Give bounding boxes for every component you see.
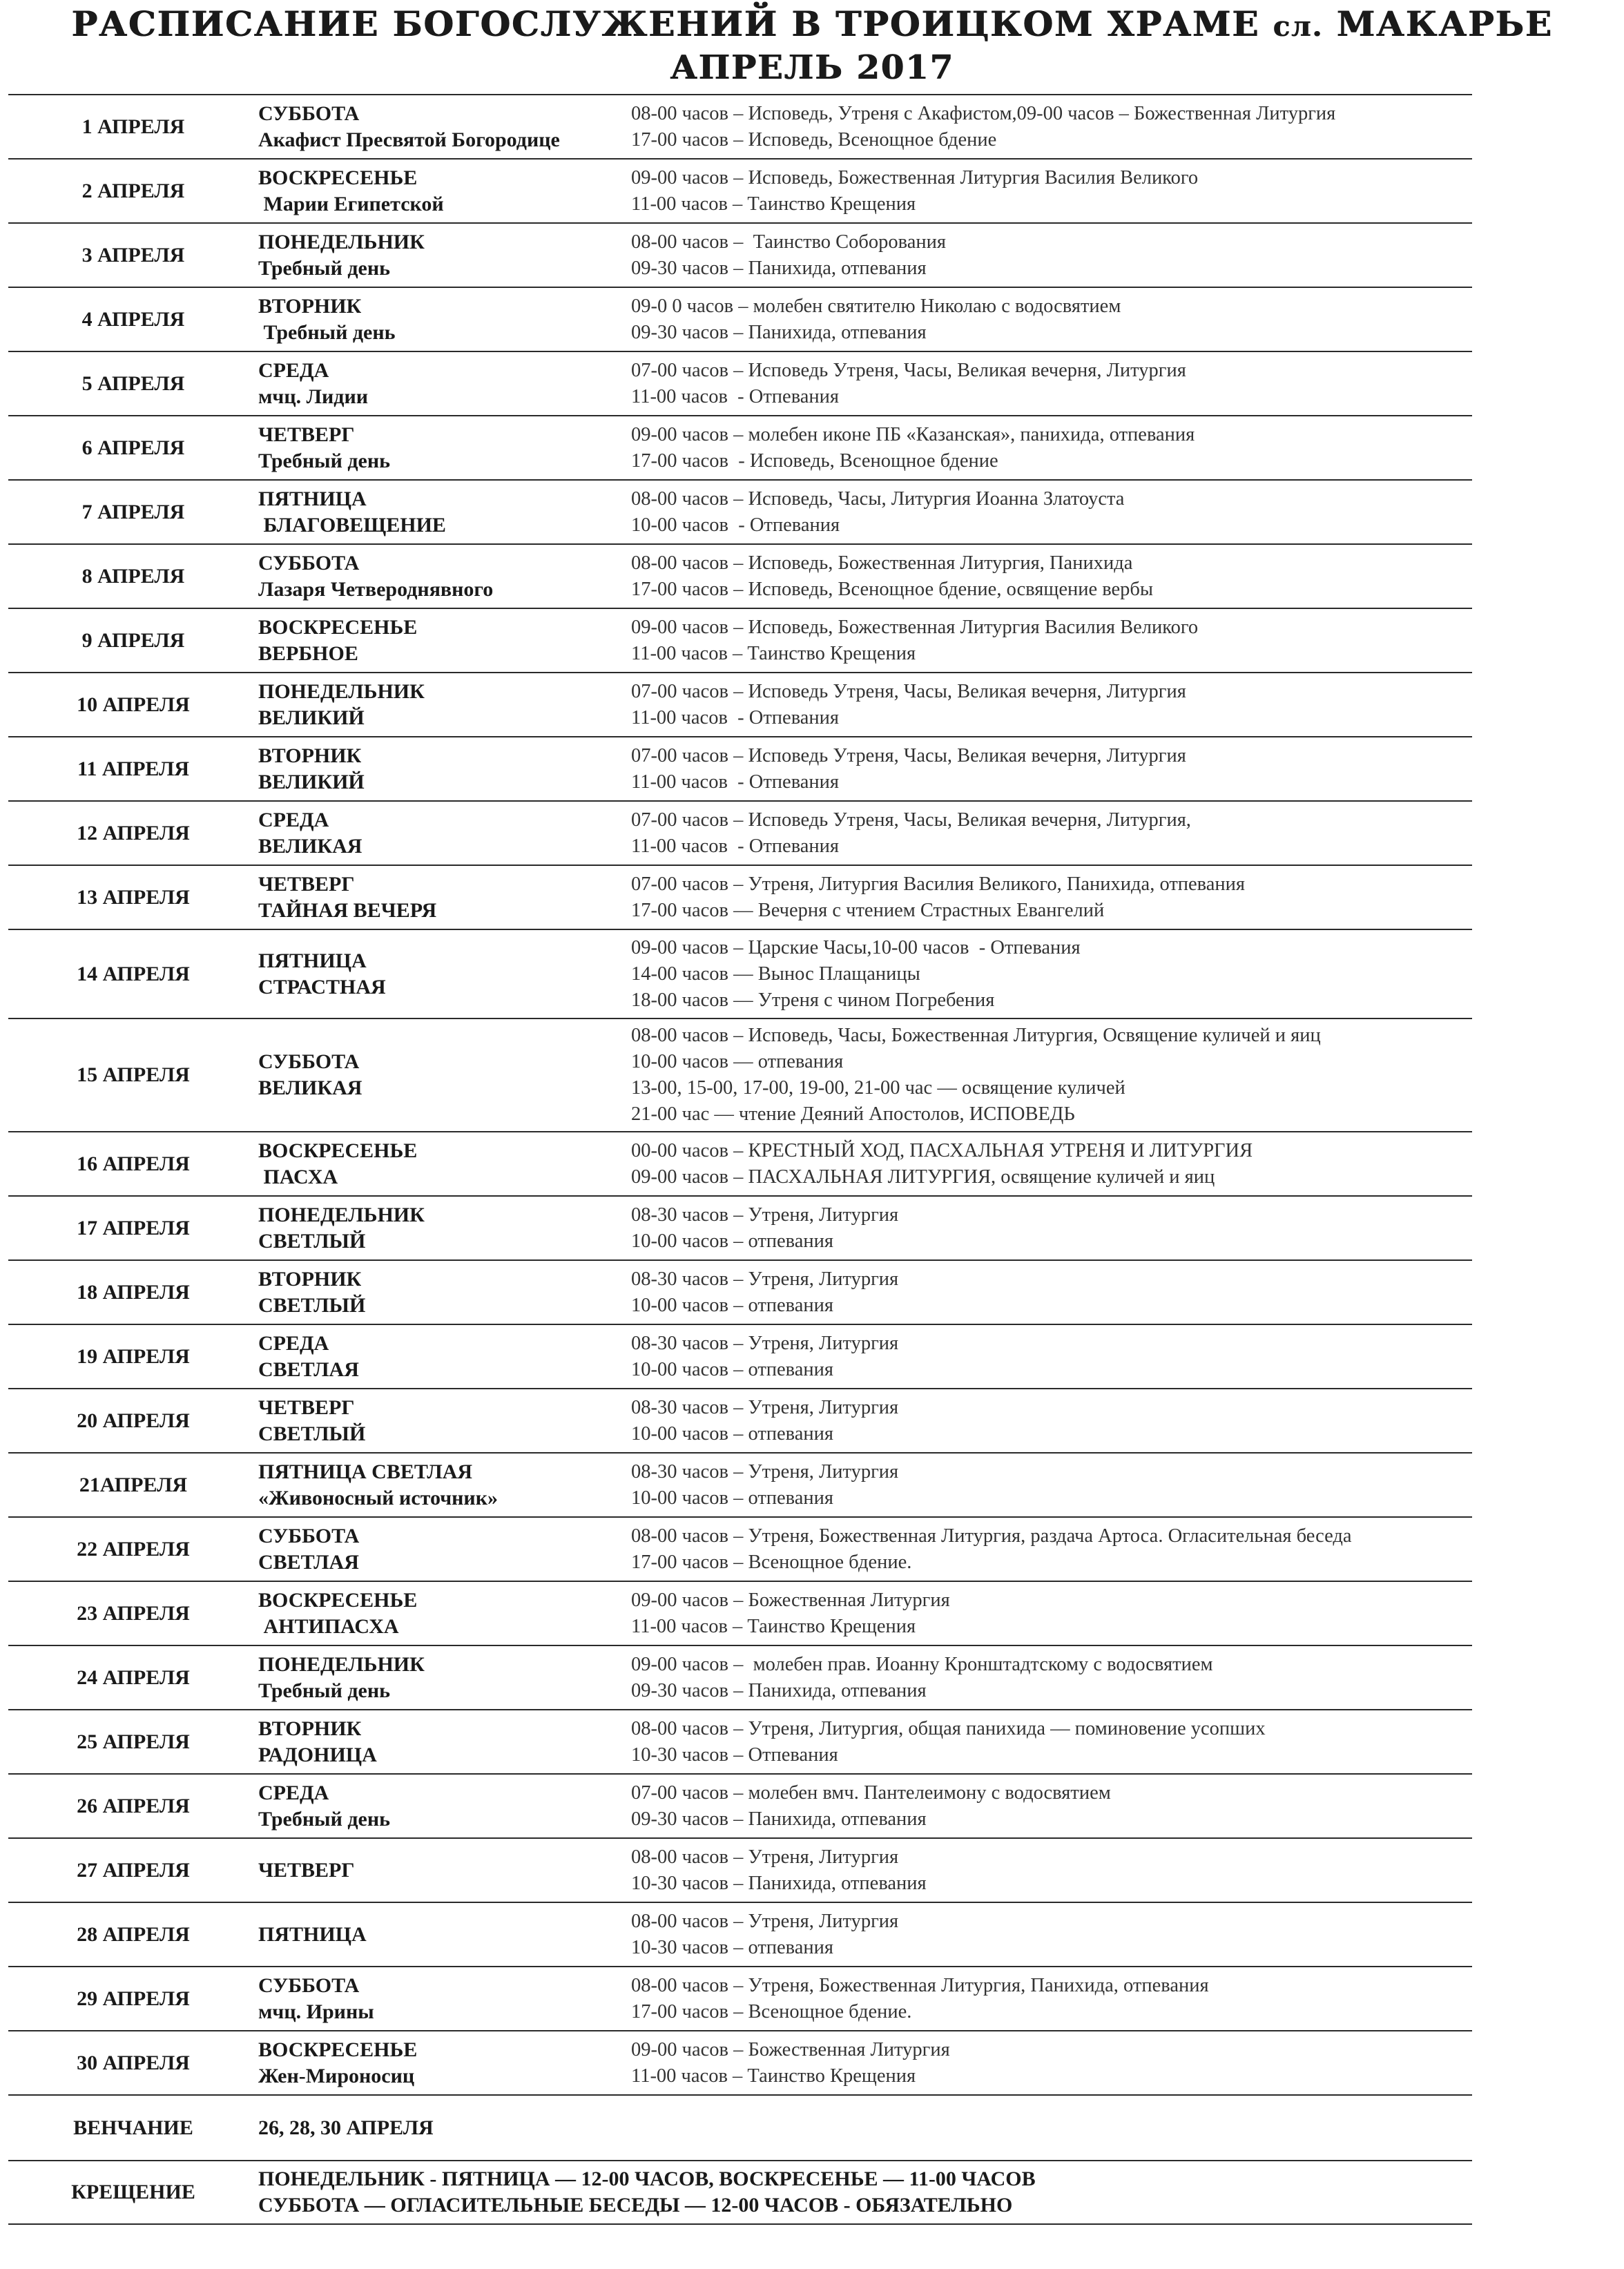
row-services bbox=[631, 550, 1472, 603]
service-line: 07-00 часов – Исповедь Утреня, Часы, Великая вечерня, Литургия bbox=[631, 744, 1186, 766]
schedule-row bbox=[8, 1324, 1472, 1388]
service-line: 17-00 часов - Исповедь, Всенощное бдение bbox=[631, 450, 998, 472]
service-line: 21-00 час — чтение Деяний Апостолов, ИСПОВЕДЬ bbox=[631, 1103, 1075, 1125]
weekday-label: ЧЕТВЕРГ bbox=[258, 1396, 355, 1419]
schedule-row bbox=[8, 1195, 1472, 1259]
schedule-row bbox=[8, 351, 1472, 415]
row-day bbox=[258, 358, 631, 410]
feast-label: Требный день bbox=[258, 320, 396, 344]
row-date: 5 АПРЕЛЯ bbox=[81, 371, 185, 395]
schedule-row bbox=[8, 672, 1472, 736]
row-day bbox=[258, 486, 631, 539]
row-day bbox=[258, 948, 631, 1001]
feast-label: СВЕТЛЫЙ bbox=[258, 1229, 366, 1253]
row-date: 13 АПРЕЛЯ bbox=[77, 885, 190, 909]
page-header bbox=[0, 0, 1624, 90]
row-day bbox=[258, 1523, 631, 1576]
row-date: 17 АПРЕЛЯ bbox=[77, 1216, 190, 1239]
row-date: 30 АПРЕЛЯ bbox=[77, 2051, 190, 2074]
feast-label: СВЕТЛАЯ bbox=[258, 1358, 359, 1381]
row-day bbox=[258, 1459, 631, 1512]
weekday-label: ВОСКРЕСЕНЬЕ bbox=[258, 615, 418, 639]
feast-label: ВЕЛИКИЙ bbox=[258, 770, 365, 793]
service-line: 10-00 часов – отпевания bbox=[631, 1487, 834, 1509]
feast-label: Лазаря Четвероднявного bbox=[258, 577, 494, 601]
schedule-row bbox=[8, 1259, 1472, 1324]
service-line: 07-00 часов – Исповедь Утреня, Часы, Великая вечерня, Литургия bbox=[631, 680, 1186, 702]
row-services bbox=[631, 229, 1472, 282]
service-line: 17-00 часов — Вечерня с чтением Страстных Евангелий bbox=[631, 899, 1105, 921]
schedule-row bbox=[8, 1581, 1472, 1645]
row-day bbox=[258, 1973, 631, 2025]
service-line: 07-00 часов – Исповедь Утреня, Часы, Великая вечерня, Литургия bbox=[631, 359, 1186, 381]
row-day bbox=[258, 1652, 631, 1704]
page-title bbox=[0, 3, 1624, 48]
weekday-label: ПЯТНИЦА СВЕТЛАЯ bbox=[258, 1460, 473, 1483]
weekday-label: СУББОТА bbox=[258, 551, 360, 575]
feast-label: мчц. Лидии bbox=[258, 385, 369, 408]
schedule-row bbox=[8, 1018, 1472, 1131]
row-date: 6 АПРЕЛЯ bbox=[81, 436, 185, 459]
service-line: 07-00 часов – Утреня, Литургия Василия Великого, Панихида, отпевания bbox=[631, 873, 1246, 895]
service-line: 10-00 часов – отпевания bbox=[631, 1230, 834, 1252]
weekday-label: ВТОРНИК bbox=[258, 294, 362, 318]
service-line: 09-0 0 часов – молебен святителю Николаю с водосвятием bbox=[631, 295, 1121, 317]
row-day bbox=[258, 1202, 631, 1255]
service-line: 08-30 часов – Утреня, Литургия bbox=[631, 1204, 899, 1226]
weekday-label: ПЯТНИЦА bbox=[258, 487, 367, 510]
weekday-label: ЧЕТВЕРГ bbox=[258, 872, 355, 896]
row-day bbox=[258, 1857, 631, 1884]
service-line: 17-00 часов – Всенощное бдение. bbox=[631, 2000, 912, 2022]
row-date: 7 АПРЕЛЯ bbox=[81, 500, 185, 523]
row-services bbox=[631, 1138, 1472, 1190]
footer-line: 26, 28, 30 АПРЕЛЯ bbox=[258, 2116, 434, 2139]
footer-row bbox=[8, 2094, 1472, 2160]
schedule-row bbox=[8, 1516, 1472, 1581]
feast-label: БЛАГОВЕЩЕНИЕ bbox=[258, 513, 446, 537]
weekday-label: ПОНЕДЕЛЬНИК bbox=[258, 1203, 425, 1226]
feast-label: АНТИПАСХА bbox=[258, 1614, 399, 1638]
row-day bbox=[258, 550, 631, 603]
feast-label: ТАЙНАЯ ВЕЧЕРЯ bbox=[258, 898, 437, 922]
row-date: 20 АПРЕЛЯ bbox=[77, 1409, 190, 1432]
weekday-label: СУББОТА bbox=[258, 1524, 360, 1547]
feast-label: Акафист Пресвятой Богородице bbox=[258, 128, 560, 151]
footer-text bbox=[258, 2115, 1472, 2141]
row-date: 16 АПРЕЛЯ bbox=[77, 1152, 190, 1175]
schedule-row bbox=[8, 1773, 1472, 1837]
row-services bbox=[631, 1202, 1472, 1255]
row-day bbox=[258, 1395, 631, 1447]
footer-text bbox=[258, 2166, 1472, 2219]
weekday-label: ПОНЕДЕЛЬНИК bbox=[258, 230, 425, 253]
row-services bbox=[631, 2037, 1472, 2089]
weekday-label: ВОСКРЕСЕНЬЕ bbox=[258, 1139, 418, 1162]
row-date: 28 АПРЕЛЯ bbox=[77, 1922, 190, 1946]
schedule-row bbox=[8, 94, 1472, 158]
service-line: 09-00 часов – Исповедь, Божественная Литургия Василия Великого bbox=[631, 616, 1199, 638]
row-services bbox=[631, 358, 1472, 410]
row-date: 12 АПРЕЛЯ bbox=[77, 821, 190, 844]
weekday-label: ПЯТНИЦА bbox=[258, 949, 367, 972]
weekday-label: ЧЕТВЕРГ bbox=[258, 423, 355, 446]
schedule-row bbox=[8, 800, 1472, 865]
row-services bbox=[631, 101, 1472, 153]
row-services bbox=[631, 165, 1472, 218]
schedule-row bbox=[8, 543, 1472, 608]
schedule-row bbox=[8, 1388, 1472, 1452]
row-day bbox=[258, 293, 631, 346]
service-line: 17-00 часов – Исповедь, Всенощное бдение, освящение вербы bbox=[631, 578, 1154, 600]
service-line: 18-00 часов — Утреня с чином Погребения bbox=[631, 989, 995, 1011]
schedule-row bbox=[8, 2030, 1472, 2094]
schedule-row bbox=[8, 415, 1472, 479]
service-line: 10-00 часов – отпевания bbox=[631, 1294, 834, 1316]
feast-label: мчц. Ирины bbox=[258, 2000, 374, 2023]
service-line: 09-30 часов – Панихида, отпевания bbox=[631, 1808, 927, 1830]
row-date: 8 АПРЕЛЯ bbox=[81, 564, 185, 588]
row-day bbox=[258, 615, 631, 667]
feast-label: СВЕТЛЫЙ bbox=[258, 1422, 366, 1445]
feast-label: ВЕЛИКАЯ bbox=[258, 834, 362, 858]
feast-label: Требный день bbox=[258, 1679, 391, 1702]
row-day bbox=[258, 1331, 631, 1383]
schedule-row bbox=[8, 1966, 1472, 2030]
footer-label: ВЕНЧАНИЕ bbox=[73, 2116, 193, 2139]
service-line: 09-00 часов – Божественная Литургия bbox=[631, 1589, 950, 1611]
row-services bbox=[631, 1587, 1472, 1640]
schedule-row bbox=[8, 929, 1472, 1018]
service-line: 10-00 часов – отпевания bbox=[631, 1422, 834, 1445]
row-services bbox=[631, 293, 1472, 346]
row-services bbox=[631, 743, 1472, 795]
service-line: 08-00 часов – Утреня, Божественная Литургия, раздача Артоса. Огласительная беседа bbox=[631, 1525, 1352, 1547]
service-line: 10-30 часов – Панихида, отпевания bbox=[631, 1872, 927, 1894]
service-line: 11-00 часов - Отпевания bbox=[631, 706, 840, 728]
row-date: 10 АПРЕЛЯ bbox=[77, 693, 190, 716]
feast-label: СВЕТЛАЯ bbox=[258, 1550, 359, 1574]
row-day bbox=[258, 165, 631, 218]
row-services bbox=[631, 1844, 1472, 1897]
row-services bbox=[631, 1459, 1472, 1512]
row-date: 2 АПРЕЛЯ bbox=[81, 179, 185, 202]
service-line: 11-00 часов - Отпевания bbox=[631, 385, 840, 407]
row-day bbox=[258, 1266, 631, 1319]
row-date: 19 АПРЕЛЯ bbox=[77, 1344, 190, 1368]
weekday-label: СРЕДА bbox=[258, 1781, 329, 1804]
weekday-label: СУББОТА bbox=[258, 1973, 360, 1997]
service-line: 09-00 часов – Исповедь, Божественная Литургия Василия Великого bbox=[631, 166, 1199, 189]
service-line: 09-00 часов – молебен иконе ПБ «Казанская», панихида, отпевания bbox=[631, 423, 1195, 445]
service-line: 11-00 часов – Таинство Крещения bbox=[631, 1615, 916, 1637]
row-date: 11 АПРЕЛЯ bbox=[77, 757, 190, 780]
feast-label: Требный день bbox=[258, 256, 391, 280]
row-day bbox=[258, 679, 631, 731]
row-day bbox=[258, 101, 631, 153]
row-services bbox=[631, 1395, 1472, 1447]
service-line: 10-00 часов - Отпевания bbox=[631, 514, 840, 536]
row-day bbox=[258, 743, 631, 795]
service-line: 08-30 часов – Утреня, Литургия bbox=[631, 1396, 899, 1418]
schedule-row bbox=[8, 479, 1472, 543]
footer-label: КРЕЩЕНИЕ bbox=[71, 2181, 195, 2203]
schedule-row bbox=[8, 1902, 1472, 1966]
service-line: 09-30 часов – Панихида, отпевания bbox=[631, 257, 927, 279]
row-date: 22 АПРЕЛЯ bbox=[77, 1537, 190, 1561]
row-date: 29 АПРЕЛЯ bbox=[77, 1987, 190, 2010]
row-day bbox=[258, 1049, 631, 1101]
row-day bbox=[258, 1780, 631, 1833]
schedule-row bbox=[8, 1709, 1472, 1773]
service-line: 11-00 часов – Таинство Крещения bbox=[631, 193, 916, 215]
row-day bbox=[258, 1138, 631, 1190]
service-line: 00-00 часов – КРЕСТНЫЙ ХОД, ПАСХАЛЬНАЯ УТРЕНЯ И ЛИТУРГИЯ bbox=[631, 1139, 1253, 1161]
feast-label: СВЕТЛЫЙ bbox=[258, 1293, 366, 1317]
service-line: 08-30 часов – Утреня, Литургия bbox=[631, 1460, 899, 1483]
row-services bbox=[631, 1716, 1472, 1768]
schedule-row bbox=[8, 158, 1472, 222]
row-services bbox=[631, 935, 1472, 1014]
weekday-label: ПОНЕДЕЛЬНИК bbox=[258, 679, 425, 703]
row-services bbox=[631, 871, 1472, 924]
row-day bbox=[258, 2037, 631, 2089]
footer-line: ПОНЕДЕЛЬНИК - ПЯТНИЦА — 12-00 ЧАСОВ, ВОСКРЕСЕНЬЕ — 11-00 ЧАСОВ bbox=[258, 2167, 1036, 2190]
service-line: 14-00 часов — Вынос Плащаницы bbox=[631, 963, 920, 985]
row-services bbox=[631, 1780, 1472, 1833]
row-services bbox=[631, 615, 1472, 667]
feast-label: ВЕРБНОЕ bbox=[258, 641, 358, 665]
row-date: 27 АПРЕЛЯ bbox=[77, 1858, 190, 1882]
row-date: 9 АПРЕЛЯ bbox=[81, 628, 185, 652]
weekday-label: СРЕДА bbox=[258, 358, 329, 382]
service-line: 09-30 часов – Панихида, отпевания bbox=[631, 1679, 927, 1701]
service-line: 08-00 часов – Утреня, Литургия, общая панихида — поминовение усопших bbox=[631, 1717, 1266, 1739]
service-line: 08-00 часов – Утреня, Литургия bbox=[631, 1846, 899, 1868]
footer-line: СУББОТА — ОГЛАСИТЕЛЬНЫЕ БЕСЕДЫ — 12-00 ЧАСОВ - ОБЯЗАТЕЛЬНО bbox=[258, 2194, 1013, 2217]
row-date: 18 АПРЕЛЯ bbox=[77, 1280, 190, 1304]
weekday-label: СУББОТА bbox=[258, 102, 360, 125]
service-line: 13-00, 15-00, 17-00, 19-00, 21-00 час — освящение куличей bbox=[631, 1077, 1125, 1099]
service-line: 17-00 часов – Всенощное бдение. bbox=[631, 1551, 912, 1573]
row-day bbox=[258, 871, 631, 924]
footer-row bbox=[8, 2160, 1472, 2225]
row-services bbox=[631, 422, 1472, 474]
row-services bbox=[631, 1973, 1472, 2025]
service-line: 09-00 часов – молебен прав. Иоанну Кронштадтскому с водосвятием bbox=[631, 1653, 1213, 1675]
row-services bbox=[631, 486, 1472, 539]
service-line: 11-00 часов - Отпевания bbox=[631, 771, 840, 793]
row-day bbox=[258, 422, 631, 474]
weekday-label: СРЕДА bbox=[258, 808, 329, 831]
row-day bbox=[258, 1587, 631, 1640]
schedule-row bbox=[8, 865, 1472, 929]
weekday-label: ПЯТНИЦА bbox=[258, 1922, 367, 1946]
service-line: 11-00 часов – Таинство Крещения bbox=[631, 2065, 916, 2087]
weekday-label: ВТОРНИК bbox=[258, 744, 362, 767]
service-line: 10-00 часов – отпевания bbox=[631, 1358, 834, 1380]
schedule-row bbox=[8, 1131, 1472, 1195]
feast-label: ВЕЛИКАЯ bbox=[258, 1076, 362, 1099]
service-line: 08-30 часов – Утреня, Литургия bbox=[631, 1268, 899, 1290]
schedule-row bbox=[8, 222, 1472, 287]
weekday-label: ПОНЕДЕЛЬНИК bbox=[258, 1652, 425, 1676]
schedule-row bbox=[8, 736, 1472, 800]
service-line: 07-00 часов – молебен вмч. Пантелеимону с водосвятием bbox=[631, 1782, 1111, 1804]
service-line: 08-00 часов – Таинство Соборования bbox=[631, 231, 947, 253]
service-line: 09-00 часов – Божественная Литургия bbox=[631, 2038, 950, 2060]
row-date: 25 АПРЕЛЯ bbox=[77, 1730, 190, 1753]
service-line: 09-00 часов – ПАСХАЛЬНАЯ ЛИТУРГИЯ, освящение куличей и яиц bbox=[631, 1166, 1215, 1188]
service-line: 10-30 часов – Отпевания bbox=[631, 1744, 838, 1766]
row-day bbox=[258, 1716, 631, 1768]
service-line: 08-00 часов – Исповедь, Часы, Божественная Литургия, Освящение куличей и яиц bbox=[631, 1025, 1321, 1046]
feast-label: СТРАСТНАЯ bbox=[258, 975, 386, 998]
title-main: РАСПИСАНИЕ БОГОСЛУЖЕНИЙ В ТРОИЦКОМ ХРАМЕ bbox=[71, 3, 1260, 44]
schedule-row bbox=[8, 1452, 1472, 1516]
service-line: 17-00 часов – Исповедь, Всенощное бдение bbox=[631, 128, 997, 151]
weekday-label: ЧЕТВЕРГ bbox=[258, 1858, 355, 1882]
feast-label: Жен-Мироносиц bbox=[258, 2064, 415, 2087]
row-date: 14 АПРЕЛЯ bbox=[77, 962, 190, 985]
row-date: 1 АПРЕЛЯ bbox=[81, 115, 185, 138]
service-line: 11-00 часов – Таинство Крещения bbox=[631, 642, 916, 664]
row-date: 26 АПРЕЛЯ bbox=[77, 1794, 190, 1817]
row-day bbox=[258, 1922, 631, 1948]
schedule-row bbox=[8, 608, 1472, 672]
service-line: 08-00 часов – Исповедь, Утреня с Акафистом,09-00 часов – Божественная Литургия bbox=[631, 102, 1336, 124]
title-place: МАКАРЬЕ bbox=[1336, 3, 1553, 44]
title-abbrev: сл. bbox=[1273, 10, 1324, 43]
service-line: 08-30 часов – Утреня, Литургия bbox=[631, 1332, 899, 1354]
row-services bbox=[631, 1266, 1472, 1319]
row-date: 21АПРЕЛЯ bbox=[79, 1473, 188, 1496]
row-services bbox=[631, 807, 1472, 860]
feast-label: «Живоносный источник» bbox=[258, 1486, 498, 1509]
weekday-label: ВТОРНИК bbox=[258, 1717, 362, 1740]
service-line: 07-00 часов – Исповедь Утреня, Часы, Великая вечерня, Литургия, bbox=[631, 809, 1191, 831]
feast-label: РАДОНИЦА bbox=[258, 1743, 377, 1766]
service-line: 08-00 часов – Утреня, Литургия bbox=[631, 1910, 899, 1932]
schedule-table bbox=[8, 94, 1472, 2225]
feast-label: Требный день bbox=[258, 449, 391, 472]
row-date: 23 АПРЕЛЯ bbox=[77, 1601, 190, 1625]
service-line: 08-00 часов – Утреня, Божественная Литургия, Панихида, отпевания bbox=[631, 1974, 1209, 1996]
row-day bbox=[258, 807, 631, 860]
schedule-row bbox=[8, 1645, 1472, 1709]
row-services bbox=[631, 1909, 1472, 1961]
service-line: 11-00 часов - Отпевания bbox=[631, 835, 840, 857]
weekday-label: СРЕДА bbox=[258, 1331, 329, 1355]
service-line: 09-00 часов – Царские Часы,10-00 часов - Отпевания bbox=[631, 936, 1081, 958]
service-line: 10-00 часов — отпевания bbox=[631, 1051, 844, 1072]
service-line: 10-30 часов – отпевания bbox=[631, 1936, 834, 1958]
row-services bbox=[631, 1652, 1472, 1704]
feast-label: ПАСХА bbox=[258, 1165, 338, 1188]
weekday-label: ВОСКРЕСЕНЬЕ bbox=[258, 166, 418, 189]
row-services bbox=[631, 1523, 1472, 1576]
row-day bbox=[258, 229, 631, 282]
weekday-label: СУББОТА bbox=[258, 1050, 360, 1073]
page-subtitle: АПРЕЛЬ 2017 bbox=[670, 48, 954, 87]
schedule-row bbox=[8, 1837, 1472, 1902]
weekday-label: ВТОРНИК bbox=[258, 1267, 362, 1291]
feast-label: Требный день bbox=[258, 1807, 391, 1831]
row-date: 15 АПРЕЛЯ bbox=[77, 1063, 190, 1086]
service-line: 08-00 часов – Исповедь, Божественная Литургия, Панихида bbox=[631, 552, 1133, 574]
row-date: 24 АПРЕЛЯ bbox=[77, 1665, 190, 1689]
row-date: 3 АПРЕЛЯ bbox=[81, 243, 185, 267]
service-line: 08-00 часов – Исповедь, Часы, Литургия Иоанна Златоуста bbox=[631, 487, 1125, 510]
row-services bbox=[631, 1331, 1472, 1383]
feast-label: Марии Египетской bbox=[258, 192, 444, 215]
row-date: 4 АПРЕЛЯ bbox=[81, 307, 185, 331]
weekday-label: ВОСКРЕСЕНЬЕ bbox=[258, 1588, 418, 1612]
feast-label: ВЕЛИКИЙ bbox=[258, 706, 365, 729]
row-services bbox=[631, 1023, 1472, 1128]
weekday-label: ВОСКРЕСЕНЬЕ bbox=[258, 2038, 418, 2061]
row-services bbox=[631, 679, 1472, 731]
schedule-row bbox=[8, 287, 1472, 351]
service-line: 09-30 часов – Панихида, отпевания bbox=[631, 321, 927, 343]
